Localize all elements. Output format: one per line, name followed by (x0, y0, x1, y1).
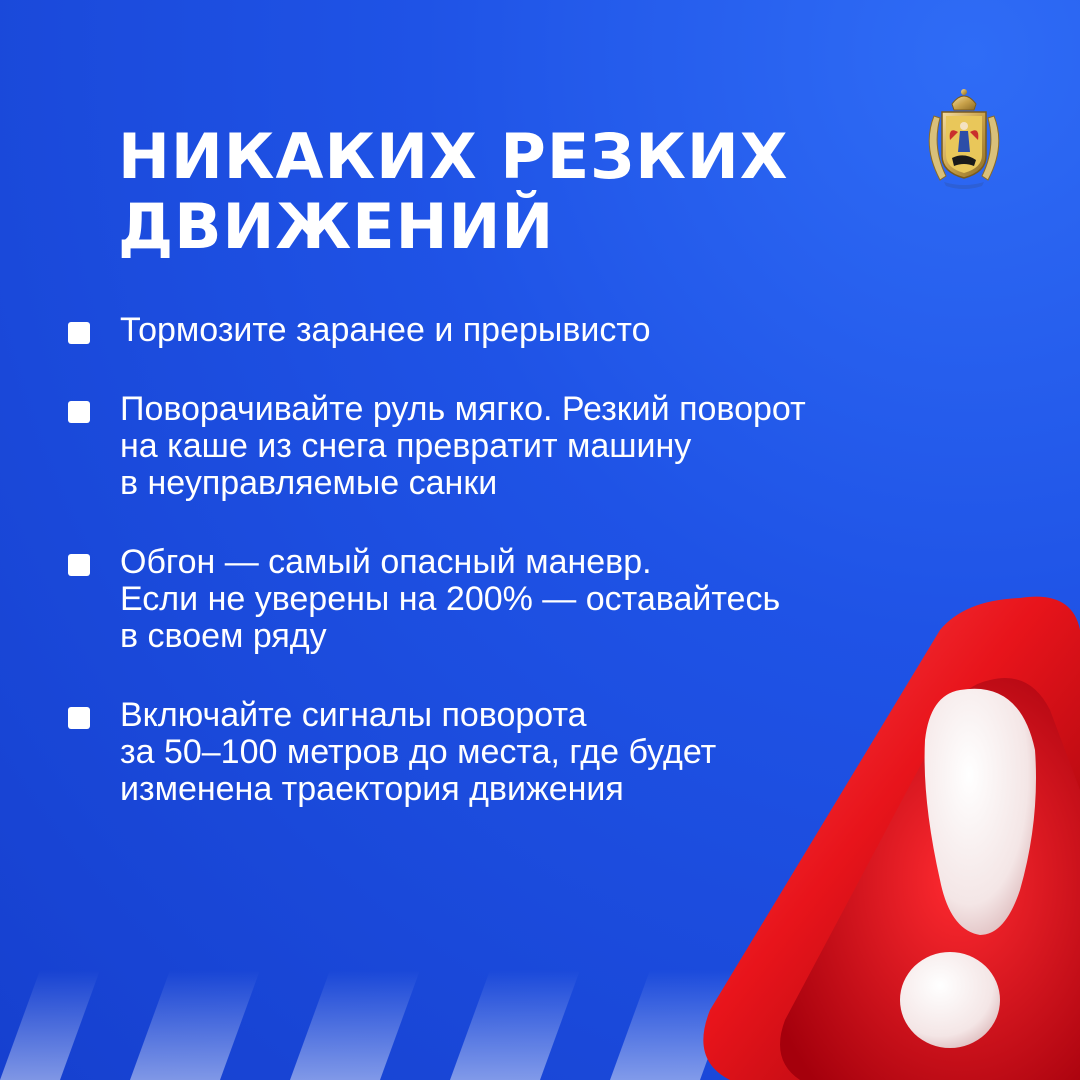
title-line-1: НИКАКИХ РЕЗКИХ (118, 120, 789, 193)
tip-line: Тормозите заранее и прерывисто (120, 311, 651, 349)
list-item (68, 312, 888, 349)
tip-line: Если не уверены на 200% — оставайтесь (120, 580, 781, 618)
bullet-icon (68, 401, 90, 423)
bullet-icon (68, 707, 90, 729)
tip-line: в своем ряду (120, 617, 327, 655)
tip-line: Поворачивайте руль мягко. Резкий поворот (120, 390, 806, 428)
bullet-icon (68, 322, 90, 344)
page-title (118, 122, 878, 262)
tip-line: на каше из снега превратит машину (120, 427, 692, 465)
tip-text (120, 391, 888, 502)
tip-line: Обгон — самый опасный маневр. (120, 543, 652, 581)
title-line-2: ДВИЖЕНИЙ (118, 190, 555, 263)
bullet-icon (68, 554, 90, 576)
tip-line: изменена траектория движения (120, 770, 624, 808)
tip-line: Включайте сигналы поворота (120, 696, 587, 734)
tip-line: за 50–100 метров до места, где будет (120, 733, 717, 771)
tip-text (120, 312, 888, 349)
exclamation-icon (690, 590, 1080, 1080)
coat-of-arms-icon (918, 86, 1010, 190)
tip-line: в неуправляемые санки (120, 464, 498, 502)
list-item (68, 391, 888, 502)
